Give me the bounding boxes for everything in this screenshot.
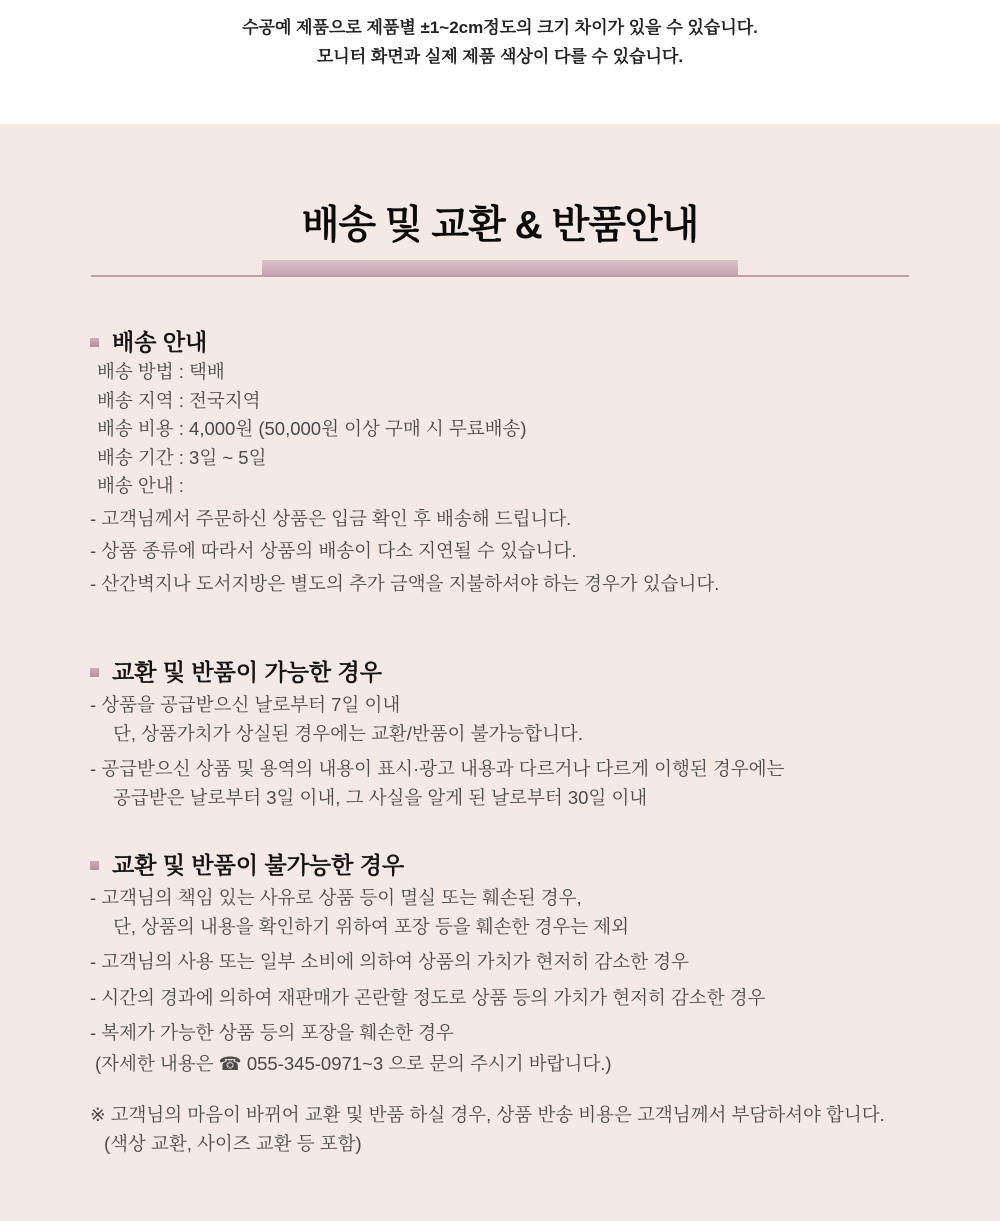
policy-item: - 고객님의 사용 또는 일부 소비에 의하여 상품의 가치가 현저히 감소한 경우 — [90, 951, 689, 972]
change-of-mind-notice-sub: (색상 교환, 사이즈 교환 등 포함) — [104, 1132, 362, 1154]
shipping-guide-item: - 산간벽지나 도서지방은 별도의 추가 금액을 지불하셔야 하는 경우가 있습니다. — [90, 572, 720, 594]
shipping-guide-item: - 고객님께서 주문하신 상품은 입금 확인 후 배송해 드립니다. — [90, 507, 572, 529]
policy-item: - 복제가 가능한 상품 등의 포장을 훼손한 경우 — [90, 1022, 454, 1043]
title-divider — [91, 260, 909, 277]
policy-item-cont: 단, 상품가치가 상실된 경우에는 교환/반품이 불가능합니다. — [113, 722, 584, 744]
shipping-period-line: 배송 기간 : 3일 ~ 5일 — [97, 446, 267, 468]
policy-item: - 공급받으신 상품 및 용역의 내용이 표시·광고 내용과 다르거나 다르게 이행된 경우에는 — [90, 758, 785, 779]
policy-item: - 상품을 공급받으신 날로부터 7일 이내 — [90, 694, 401, 715]
divider-rule-line — [91, 275, 909, 277]
square-bullet-icon — [90, 338, 99, 347]
section-heading-text: 배송 안내 — [112, 329, 208, 355]
shipping-guide-label: 배송 안내 : — [97, 475, 184, 496]
disclaimer-line-1: 수공예 제품으로 제품별 ±1~2cm정도의 크기 차이가 있을 수 있습니다. — [242, 18, 758, 37]
policy-item-cont: 단, 상품의 내용을 확인하기 위하여 포장 등을 훼손한 경우는 제외 — [113, 915, 630, 937]
policy-item: - 시간의 경과에 의하여 재판매가 곤란할 정도로 상품 등의 가치가 현저히 감소한 경우 — [90, 986, 766, 1008]
contact-phone-line: (자세한 내용은 ☎ 055-345-0971~3 으로 문의 주시기 바랍니다.) — [95, 1052, 612, 1074]
section-exchange-impossible — [90, 850, 950, 1048]
section-heading-shipping — [90, 327, 950, 357]
change-of-mind-notice: ※ 고객님의 마음이 바뀌어 교환 및 반품 하실 경우, 상품 반송 비용은 고객님께서 부담하셔야 합니다. — [90, 1104, 885, 1125]
square-bullet-icon — [90, 668, 99, 677]
shipping-guide-item: - 상품 종류에 따라서 상품의 배송이 다소 지연될 수 있습니다. — [90, 540, 577, 561]
section-heading-text: 교환 및 반품이 불가능한 경우 — [112, 852, 405, 878]
panel-footer — [90, 1050, 950, 1159]
panel-content — [90, 327, 950, 1158]
section-heading-exchange-impossible — [90, 850, 950, 880]
policy-item-cont: 공급받은 날로부터 3일 이내, 그 사실을 알게 된 날로부터 30일 이내 — [113, 786, 648, 808]
policy-item: - 고객님의 책임 있는 사유로 상품 등이 멸실 또는 훼손된 경우, — [90, 887, 582, 908]
shipping-method-line: 배송 방법 : 택배 — [97, 361, 225, 382]
divider-accent-bar — [262, 260, 738, 275]
product-disclaimer — [0, 0, 1000, 124]
shipping-region-line: 배송 지역 : 전국지역 — [97, 389, 261, 411]
section-heading-exchange-possible — [90, 657, 950, 687]
section-heading-text: 교환 및 반품이 가능한 경우 — [112, 659, 382, 685]
shipping-cost-line: 배송 비용 : 4,000원 (50,000원 이상 구매 시 무료배송) — [97, 418, 527, 439]
disclaimer-line-2: 모니터 화면과 실제 제품 색상이 다를 수 있습니다. — [316, 47, 684, 66]
section-shipping-info — [90, 327, 950, 598]
page-title: 배송 및 교환 & 반품안내 — [301, 204, 699, 247]
shipping-returns-panel — [0, 124, 1000, 1221]
section-exchange-possible — [90, 657, 950, 812]
square-bullet-icon — [90, 861, 99, 870]
